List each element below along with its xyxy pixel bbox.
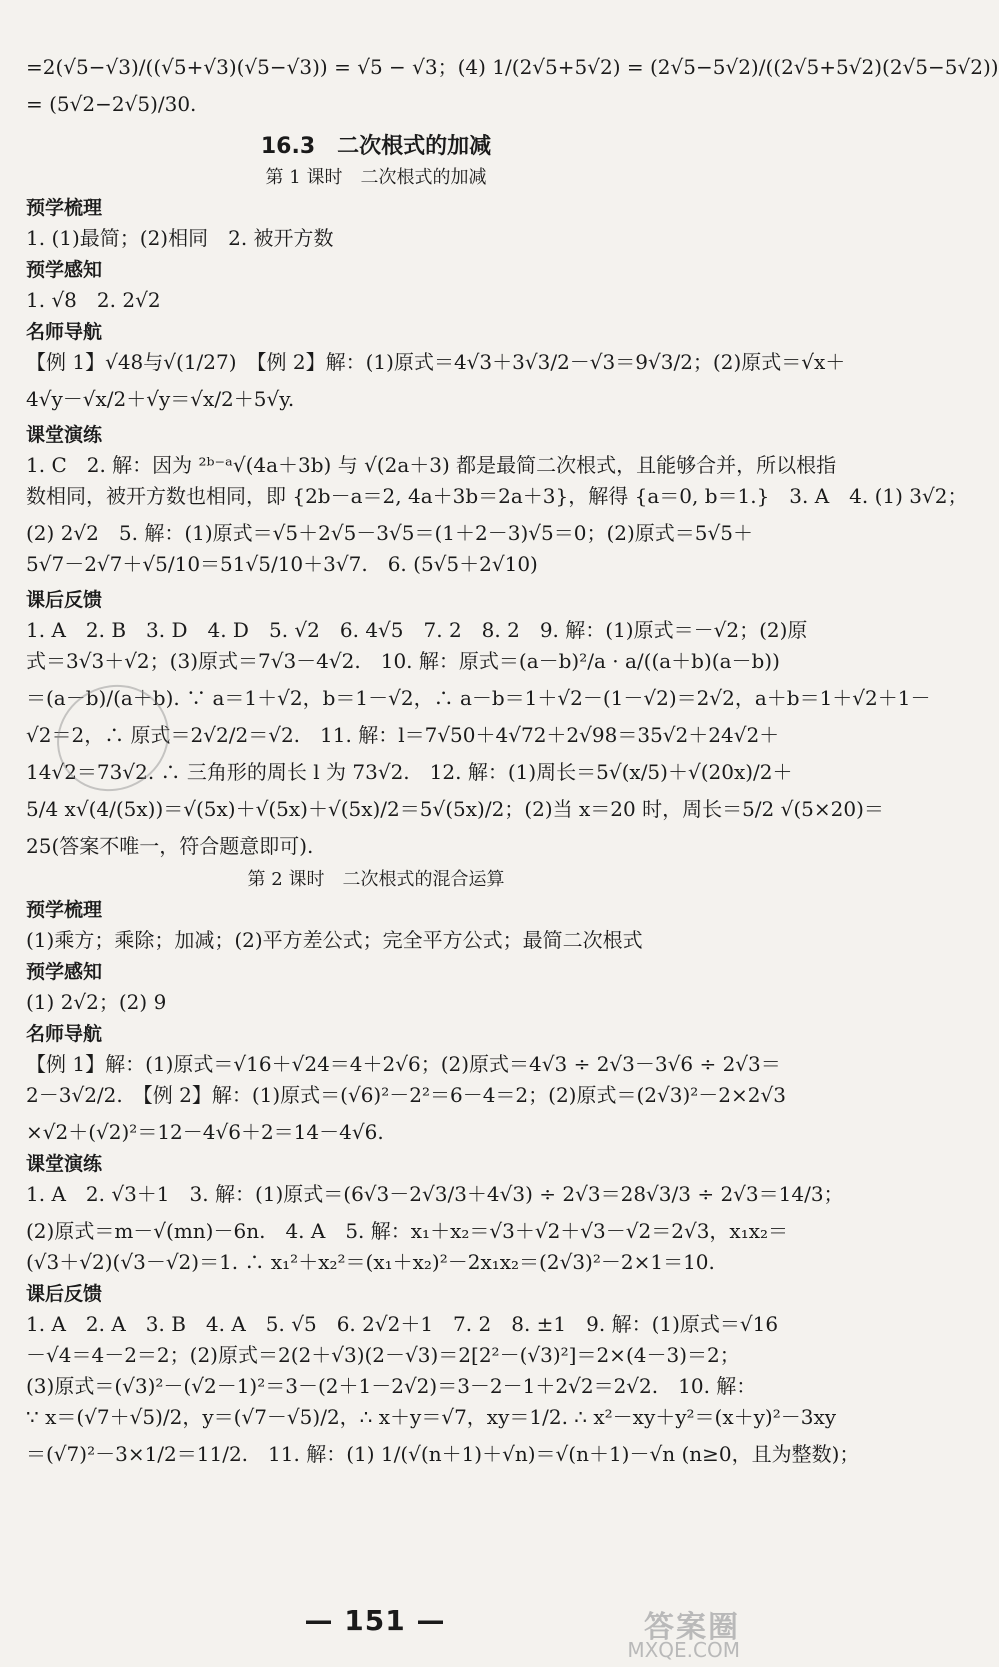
answer-line: 式＝3√3＋√2；(3)原式＝7√3－4√2. 10. 解：原式＝(a－b)²/a · a/((a＋b)(a－b)) bbox=[26, 649, 780, 673]
answer-line: 4√y－√x/2＋√y＝√x/2＋5√y. bbox=[26, 387, 295, 411]
answer-line: ＝(√7)²－3×1/2＝11/2. 11. 解：(1) 1/(√(n＋1)＋√n)＝√(n＋1)－√n (n≥0，且为整数)； bbox=[26, 1442, 860, 1466]
answer-line: ×√2＋(√2)²＝12－4√6＋2＝14－4√6. bbox=[26, 1120, 384, 1144]
answer-line: ∵ x＝(√7＋√5)/2，y＝(√7－√5)/2，∴ x＋y＝√7，xy＝1/2. ∴ x²－xy＋y²＝(x＋y)²－3xy bbox=[26, 1405, 837, 1429]
answer-line: 5√7－2√7＋√5/10＝51√5/10＋3√7. 6. (5√5＋2√10) bbox=[26, 552, 538, 576]
answer-line: (2) 2√2 5. 解：(1)原式＝√5＋2√5－3√5＝(1＋2－3)√5＝0；(2)原式＝5√5＋ bbox=[26, 521, 754, 545]
answer-line: 1. A 2. B 3. D 4. D 5. √2 6. 4√5 7. 2 8. 2 9. 解：(1)原式＝－√2；(2)原 bbox=[26, 618, 808, 642]
answer-line: √2＝2，∴ 原式＝2√2/2＝√2. 11. 解：l＝7√50＋4√72＋2√98＝35√2＋24√2＋ bbox=[26, 723, 780, 747]
watermark-logo-text: 答案圈 bbox=[644, 1610, 740, 1645]
answer-line: －√4＝4－2＝2；(2)原式＝2(2＋√3)(2－√3)＝2[2²－(√3)²]＝2×(4－3)＝2； bbox=[26, 1343, 740, 1367]
answer-line: (3)原式＝(√3)²－(√2－1)²＝3－(2＋1－2√2)＝3－2－1＋2√2＝2√2. 10. 解： bbox=[26, 1374, 757, 1398]
answer-line: (√3＋√2)(√3－√2)＝1. ∴ x₁²＋x₂²＝(x₁＋x₂)²－2x₁x₂＝(2√3)²－2×1＝10. bbox=[26, 1250, 715, 1274]
answer-line: 【例 1】√48与√(1/27) 【例 2】解：(1)原式＝4√3＋3√3/2－√3＝9√3/2；(2)原式＝√x＋ bbox=[26, 350, 846, 374]
heading-ketang-yanlian: 课堂演练 bbox=[26, 1153, 103, 1175]
answer-line: 5/4 x√(4/(5x))＝√(5x)＋√(5x)＋√(5x)/2＝5√(5x)/2；(2)当 x＝20 时，周长＝5/2 √(5×20)＝ bbox=[26, 797, 884, 821]
equation-line: = (5√2−2√5)/30. bbox=[26, 92, 197, 116]
answer-line: 25(答案不唯一，符合题意即可). bbox=[26, 834, 314, 858]
heading-yuxue-shuli: 预学梳理 bbox=[26, 197, 103, 219]
answer-line: 14√2＝73√2. ∴ 三角形的周长 l 为 73√2. 12. 解：(1)周长＝5√(x/5)＋√(20x)/2＋ bbox=[26, 760, 793, 784]
answer-line: (1)乘方；乘除；加减；(2)平方差公式；完全平方公式；最简二次根式 bbox=[26, 928, 643, 952]
answer-line: 1. A 2. A 3. B 4. A 5. √5 6. 2√2＋1 7. 2 8. ±1 9. 解：(1)原式＝√16 bbox=[26, 1312, 779, 1336]
page-number: — 151 — bbox=[304, 1604, 446, 1637]
heading-mingshi-daohang: 名师导航 bbox=[26, 321, 103, 343]
answer-line: (1) 2√2；(2) 9 bbox=[26, 990, 167, 1014]
heading-yuxue-shuli: 预学梳理 bbox=[26, 899, 103, 921]
lesson-1-subtitle: 第 1 课时 二次根式的加减 bbox=[265, 167, 487, 188]
answer-line: 1. (1)最简；(2)相同 2. 被开方数 bbox=[26, 226, 334, 250]
heading-yuxue-ganzhi: 预学感知 bbox=[26, 259, 103, 281]
answer-line: 1. A 2. √3＋1 3. 解：(1)原式＝(6√3－2√3/3＋4√3) ÷ 2√3＝28√3/3 ÷ 2√3＝14/3； bbox=[26, 1182, 844, 1206]
heading-mingshi-daohang: 名师导航 bbox=[26, 1023, 103, 1045]
lesson-2-subtitle: 第 2 课时 二次根式的混合运算 bbox=[247, 869, 505, 890]
answer-line: (2)原式＝m－√(mn)－6n. 4. A 5. 解：x₁＋x₂＝√3＋√2＋√3－√2＝2√3，x₁x₂＝ bbox=[26, 1219, 789, 1243]
watermark-url: MXQE.COM bbox=[627, 1638, 740, 1662]
answer-line: 2－3√2/2. 【例 2】解：(1)原式＝(√6)²－2²＝6－4＝2；(2)原式＝(2√3)²－2×2√3 bbox=[26, 1083, 786, 1107]
site-watermark bbox=[627, 1610, 740, 1662]
heading-yuxue-ganzhi: 预学感知 bbox=[26, 961, 103, 983]
equation-line: =2(√5−√3)/((√5+√3)(√5−√3)) = √5 − √3；(4) 1/(2√5+5√2) = (2√5−5√2)/((2√5+5√2)(2√5−5√2)) bbox=[26, 55, 999, 79]
answer-line: ＝(a－b)/(a＋b). ∵ a＝1＋√2，b＝1－√2，∴ a－b＝1＋√2－(1－√2)＝2√2，a＋b＝1＋√2＋1－ bbox=[26, 686, 931, 710]
answer-line: 1. C 2. 解：因为 ²ᵇ⁻ᵃ√(4a＋3b) 与 √(2a＋3) 都是最简二次根式，且能够合并，所以根指 bbox=[26, 453, 837, 477]
heading-kehou-fankui: 课后反馈 bbox=[26, 589, 103, 611]
heading-kehou-fankui: 课后反馈 bbox=[26, 1283, 103, 1305]
answer-line: 【例 1】解：(1)原式＝√16＋√24＝4＋2√6；(2)原式＝4√3 ÷ 2√3－3√6 ÷ 2√3＝ bbox=[26, 1052, 781, 1076]
heading-ketang-yanlian: 课堂演练 bbox=[26, 424, 103, 446]
answer-line: 数相同，被开方数也相同，即 {2b－a＝2, 4a＋3b＝2a＋3}，解得 {a＝0, b＝1.} 3. A 4. (1) 3√2； bbox=[26, 484, 968, 508]
answer-line: 1. √8 2. 2√2 bbox=[26, 288, 161, 312]
section-title: 16.3 二次根式的加减 bbox=[260, 134, 492, 159]
